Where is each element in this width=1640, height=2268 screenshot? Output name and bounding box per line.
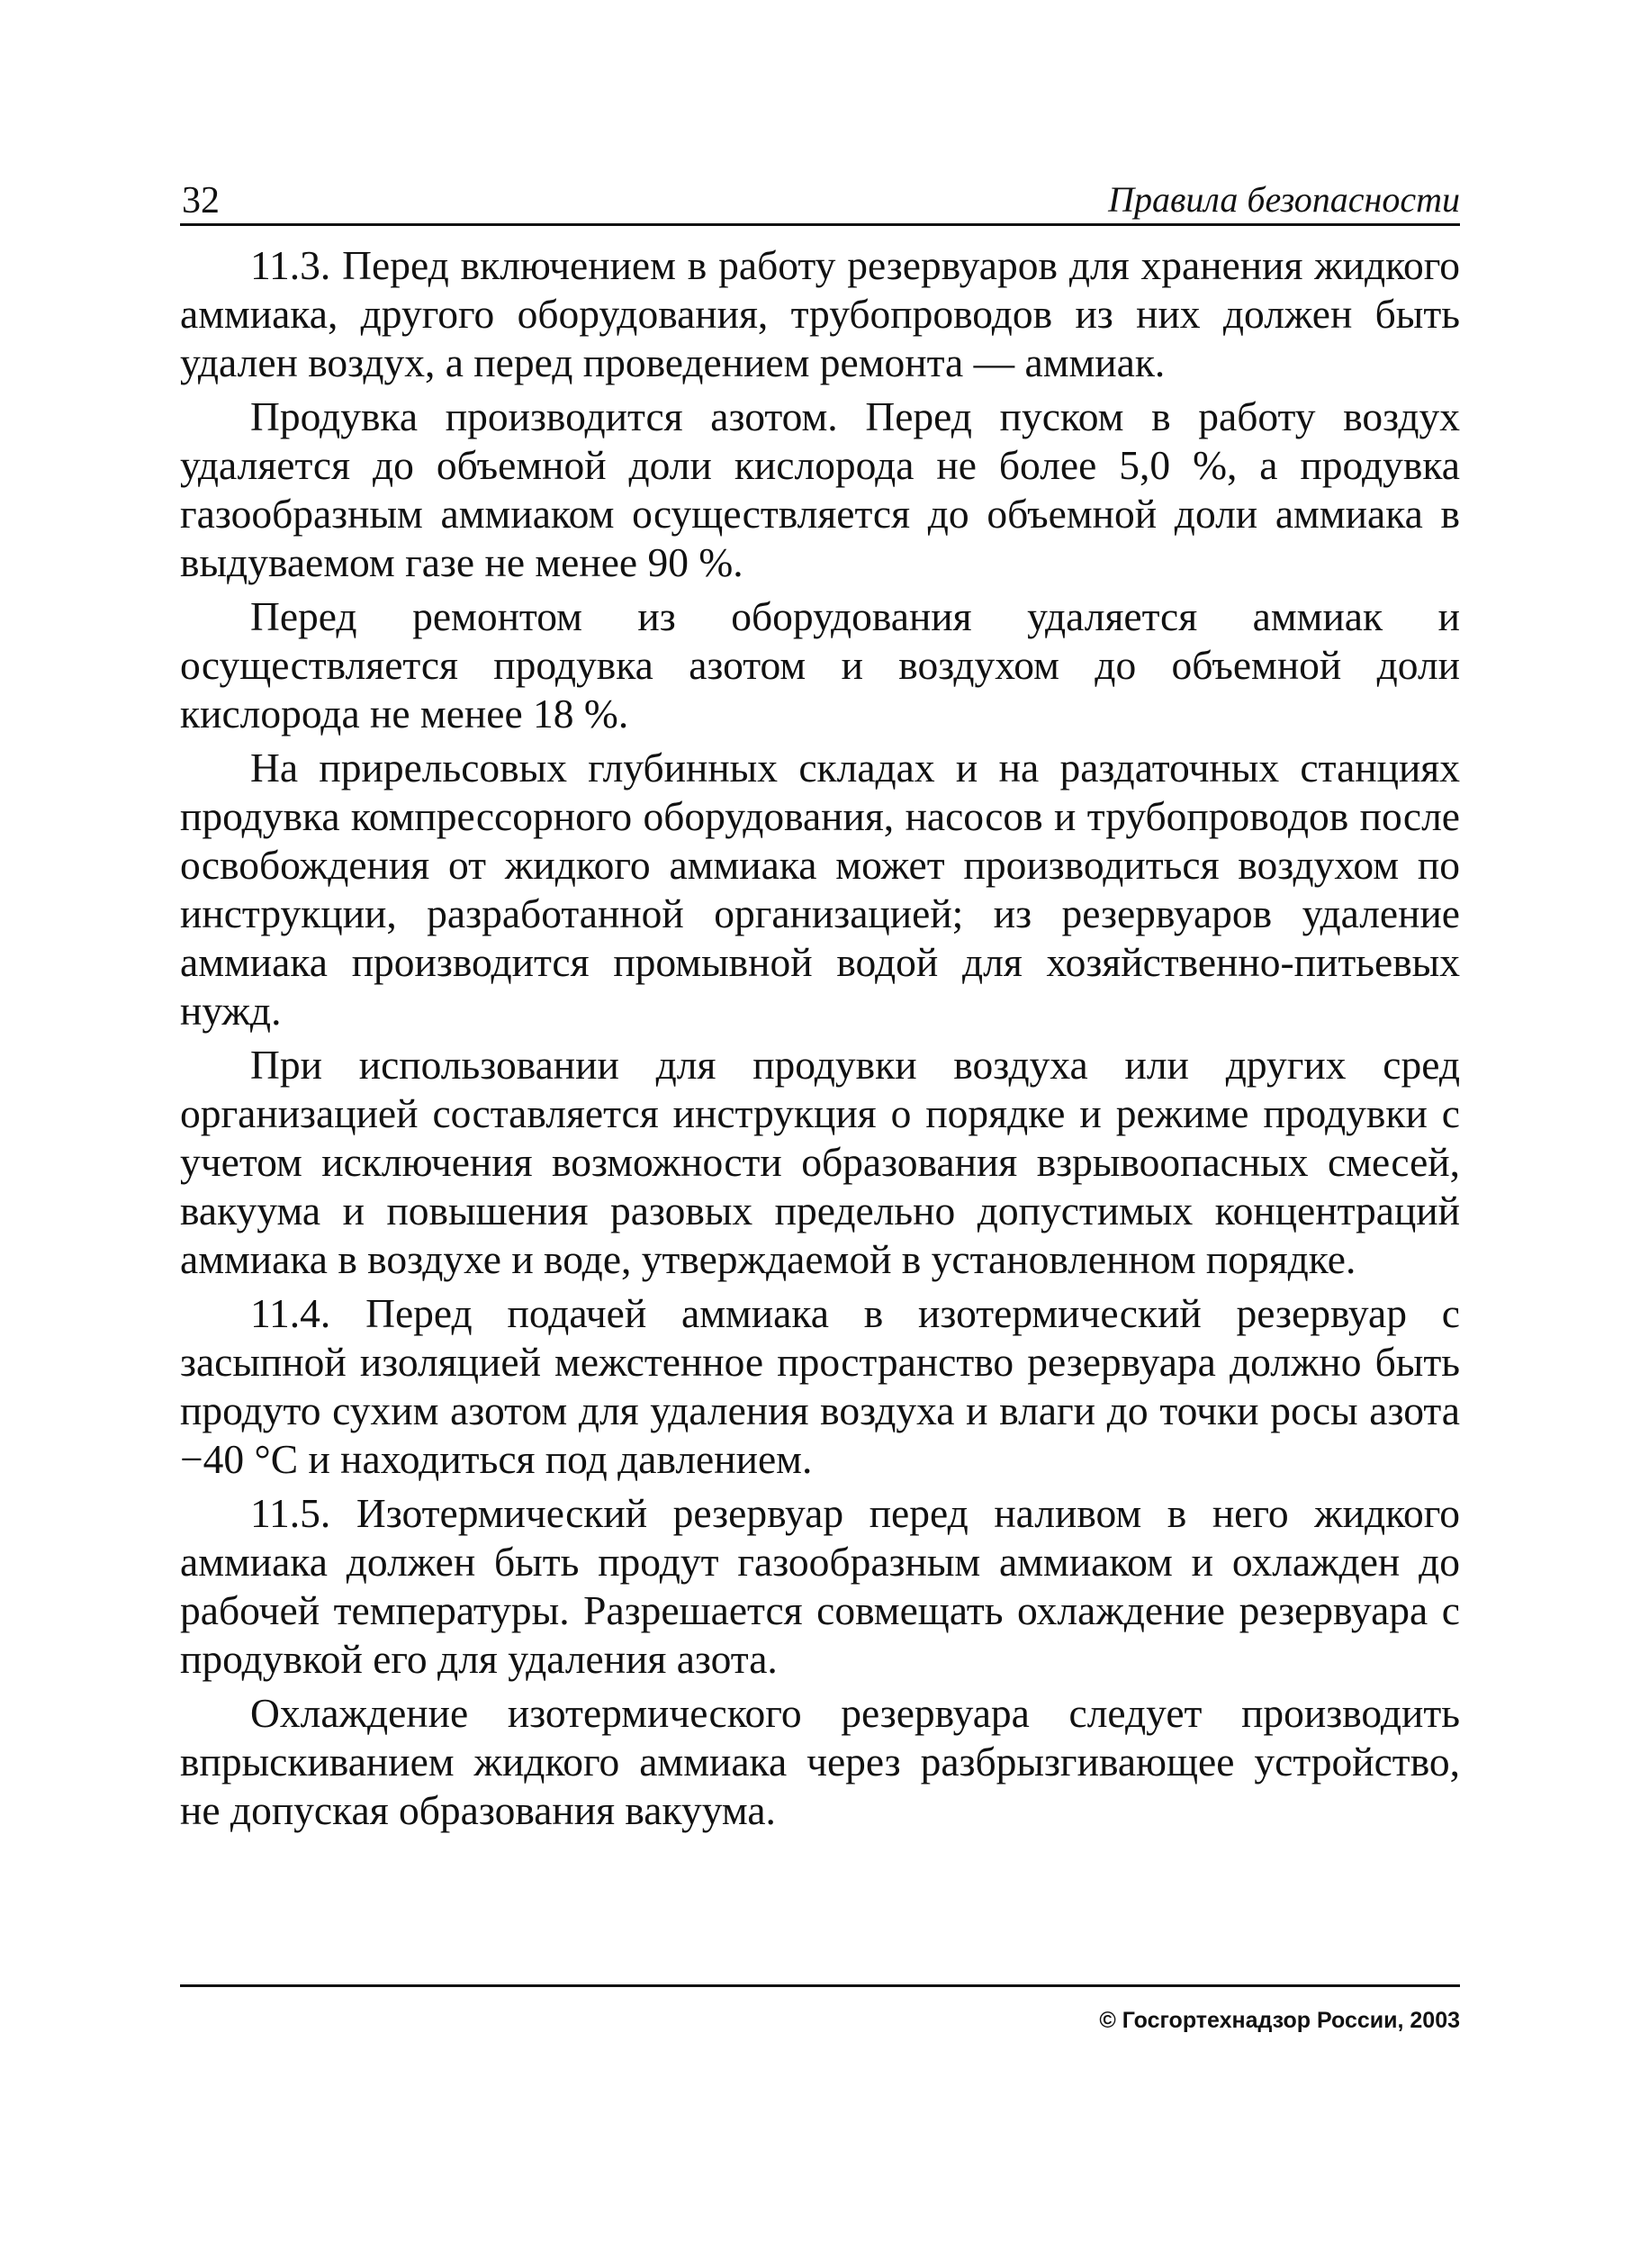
paragraph-cooling: Охлаждение изотермического резервуара следует производить впрыскиванием жидкого аммиака через разбрызгивающее устройство, не допуская образования вакуума. [180,1690,1460,1833]
paragraph-purging-nitrogen: Продувка производится азотом. Перед пуском в работу воздух удаляется до объемной доли кислорода не более 5,0 %, а продувка газообразным аммиаком осуществляется до объемной доли аммиака в выдуваемом газе не менее 90 %. [180,393,1460,585]
paragraph-11-5: 11.5. Изотермический резервуар перед наливом в него жидкого аммиака должен быть продут газообразным аммиаком и охлажден до рабочей температуры. Разрешается совмещать охлаждение резервуара с продувкой его для удаления азота. [180,1490,1460,1682]
footer-divider [180,1984,1460,1987]
paragraph-11-3: 11.3. Перед включением в работу резервуаров для хранения жидкого аммиака, другого оборудования, трубопроводов из них должен быть удален воздух, а перед проведением ремонта — аммиак. [180,242,1460,385]
page-number: 32 [182,180,220,221]
paragraph-11-4: 11.4. Перед подачей аммиака в изотермический резервуар с засыпной изоляцией межстенное пространство резервуара должно быть продуто сухим азотом для удаления воздуха и влаги до точки росы азота −40 °С и находиться под давлением. [180,1290,1460,1482]
body-text [180,241,1460,1840]
paragraph-purge-instruction: При использовании для продувки воздуха или других сред организацией составляется инструкция о порядке и режиме продувки с учетом исключения возможности образования взрывоопасных смесей, вакуума и повышения разовых предельно допустимых концентраций аммиака в воздухе и воде, утверждаемой в установленном порядке. [180,1042,1460,1282]
running-title: Правила безопасности [1108,179,1460,220]
paragraph-rail-warehouses: На прирельсовых глубинных складах и на раздаточных станциях продувка компрессорного оборудования, насосов и трубопроводов после освобождения от жидкого аммиака может производиться воздухом по инструкции, разработанной организацией; из резервуаров удаление аммиака производится промывной водой для хозяйственно-питьевых нужд. [180,745,1460,1034]
paragraph-before-repair: Перед ремонтом из оборудования удаляется аммиак и осуществляется продувка азотом и воздухом до объемной доли кислорода не менее 18 %. [180,593,1460,736]
page-header [180,167,1460,226]
footer-copyright: © Госгортехнадзор России, 2003 [1099,2008,1460,2033]
